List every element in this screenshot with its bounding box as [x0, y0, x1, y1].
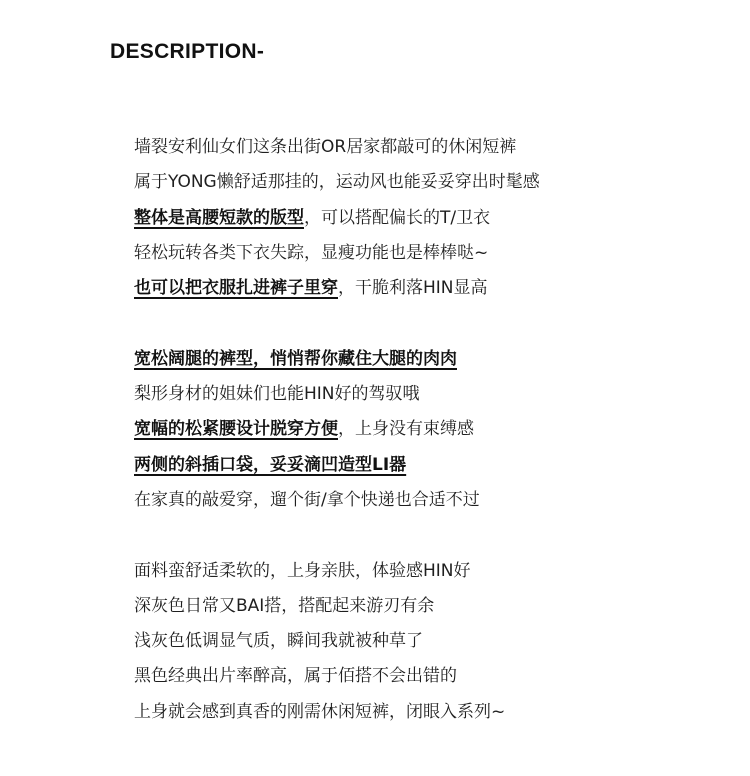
- body-text: 面料蛮舒适柔软的，上身亲肤，体验感HIN好: [134, 560, 471, 581]
- highlight-text: 也可以把衣服扎进裤子里穿: [134, 278, 338, 299]
- description-paragraph: [134, 558, 724, 734]
- highlight-text: 整体是高腰短款的版型: [134, 207, 304, 228]
- description-line: [134, 558, 724, 593]
- body-text: 梨形身材的姐妹们也能HIN好的驾驭哦: [134, 384, 420, 405]
- body-text: 在家真的敲爱穿，遛个街/拿个快递也合适不过: [134, 489, 480, 510]
- description-paragraph: [134, 346, 724, 522]
- paragraph-spacer: [134, 310, 724, 345]
- description-line: [134, 275, 724, 310]
- highlight-text: 宽松阔腿的裤型，悄悄帮你藏住大腿的肉肉: [134, 348, 457, 369]
- body-text: 深灰色日常又BAI搭，搭配起来游刃有余: [134, 595, 435, 616]
- body-text: ，上身没有束缚感: [338, 419, 474, 440]
- body-text: ，可以搭配偏长的T/卫衣: [304, 207, 491, 228]
- description-line: [134, 699, 724, 734]
- description-line: [134, 452, 724, 487]
- description-line: [134, 416, 724, 451]
- body-text: 属于YONG懒舒适那挂的，运动风也能妥妥穿出时髦感: [134, 172, 540, 193]
- body-text: ，干脆利落HIN显高: [338, 278, 488, 299]
- description-line: [134, 240, 724, 275]
- body-text: 浅灰色低调显气质，瞬间我就被种草了: [134, 631, 423, 652]
- description-line: [134, 169, 724, 204]
- description-line: [134, 346, 724, 381]
- highlight-text: 两侧的斜插口袋，妥妥滴凹造型LI器: [134, 454, 407, 475]
- description-line: [134, 134, 724, 169]
- description-body: [134, 134, 724, 734]
- body-text: 墙裂安利仙女们这条出街OR居家都敲可的休闲短裤: [134, 137, 517, 157]
- highlight-text: 宽幅的松紧腰设计脱穿方便: [134, 419, 338, 440]
- description-line: [134, 628, 724, 663]
- description-line: [134, 663, 724, 698]
- description-line: [134, 593, 724, 628]
- paragraph-spacer: [134, 522, 724, 557]
- description-line: [134, 487, 724, 522]
- description-paragraph: [134, 134, 724, 310]
- description-line: [134, 205, 724, 240]
- body-text: 轻松玩转各类下衣失踪，显瘦功能也是棒棒哒~: [134, 242, 489, 263]
- body-text: 黑色经典出片率醉高，属于佰搭不会出错的: [134, 666, 457, 687]
- section-title: DESCRIPTION-: [110, 40, 265, 63]
- body-text: 上身就会感到真香的刚需休闲短裤，闭眼入系列~: [134, 701, 506, 722]
- description-line: [134, 381, 724, 416]
